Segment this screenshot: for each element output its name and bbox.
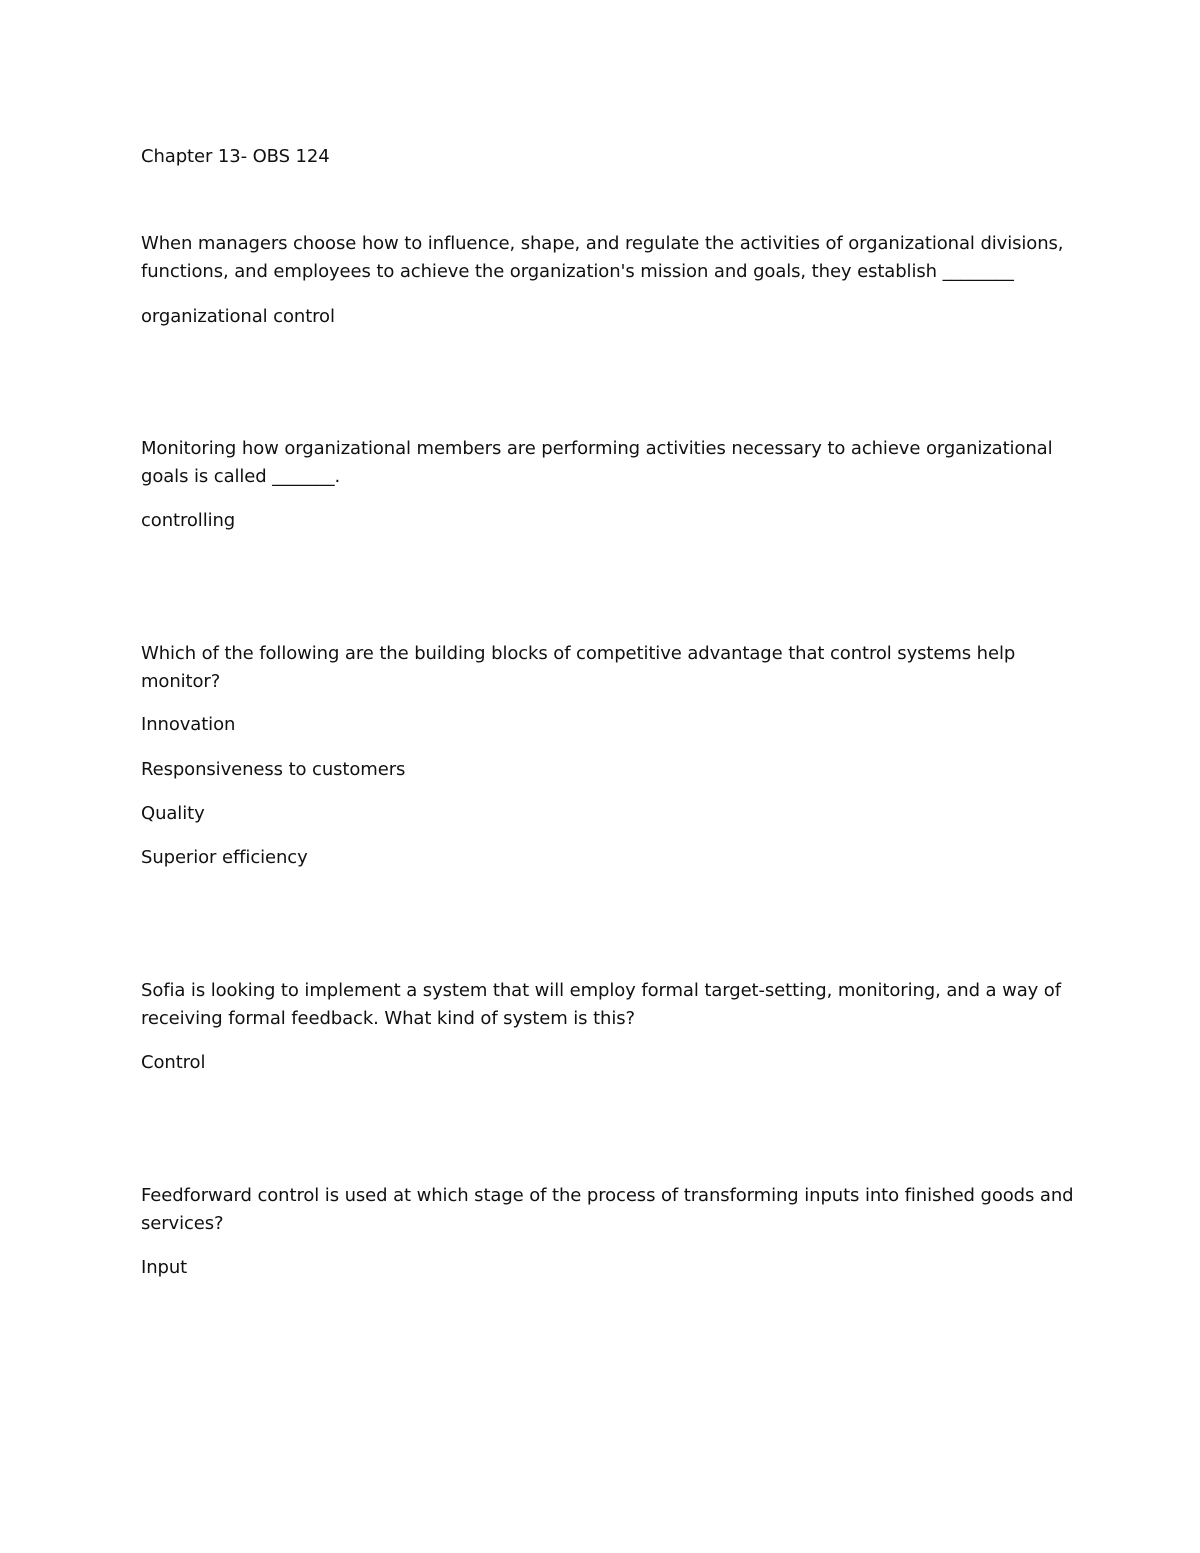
answer-3-item-4: Superior efficiency	[141, 847, 308, 868]
answer-3-item-2: Responsiveness to customers	[141, 759, 406, 780]
question-3-line-1: Which of the following are the building blocks of competitive advantage that control systems help	[141, 643, 1016, 664]
answer-1: organizational control	[141, 306, 335, 327]
answer-5: Input	[141, 1257, 188, 1278]
question-3-line-2: monitor?	[141, 671, 221, 692]
question-5-line-2: services?	[141, 1213, 224, 1234]
answer-4: Control	[141, 1052, 206, 1073]
question-1-line-1: When managers choose how to influence, shape, and regulate the activities of organizational divisions,	[141, 233, 1064, 254]
question-2-line-1: Monitoring how organizational members are performing activities necessary to achieve organizational	[141, 438, 1053, 459]
question-4-line-1: Sofia is looking to implement a system that will employ formal target-setting, monitoring, and a way of	[141, 980, 1061, 1001]
answer-2: controlling	[141, 510, 236, 531]
answer-3-item-1: Innovation	[141, 714, 236, 735]
page-title: Chapter 13- OBS 124	[141, 146, 330, 167]
answer-3-item-3: Quality	[141, 803, 205, 824]
question-5-line-1: Feedforward control is used at which stage of the process of transforming inputs into finished goods and	[141, 1185, 1074, 1206]
question-4-line-2: receiving formal feedback. What kind of system is this?	[141, 1008, 635, 1029]
question-1-line-2: functions, and employees to achieve the organization's mission and goals, they establish ________	[141, 261, 1014, 282]
question-2-line-2: goals is called _______.	[141, 466, 341, 487]
